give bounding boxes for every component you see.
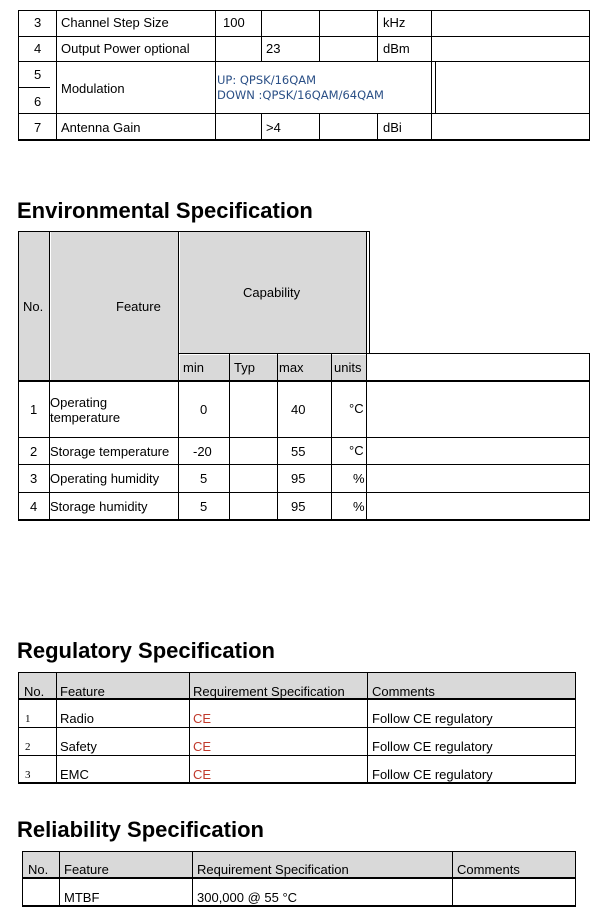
rule — [18, 464, 590, 465]
rule — [18, 87, 50, 88]
rule — [22, 877, 576, 879]
modulation-up: UP: QPSK/16QAM — [217, 73, 317, 87]
rule — [367, 672, 368, 784]
rule — [261, 10, 262, 61]
rule — [18, 231, 19, 521]
row-feature: Output Power optional — [61, 41, 190, 56]
header-comments: Comments — [372, 684, 435, 699]
rule — [18, 727, 576, 728]
header-feature: Feature — [60, 684, 105, 699]
row-min: 5 — [200, 499, 208, 514]
modulation-down: DOWN :QPSK/16QAM/64QAM — [217, 88, 384, 102]
row-no: 1 — [30, 402, 38, 417]
header-requirement: Requirement Specification — [193, 684, 345, 699]
row-requirement — [197, 890, 297, 905]
rule — [589, 353, 590, 521]
rule — [575, 851, 576, 907]
header-min: min — [183, 360, 204, 375]
row-no: 3 — [34, 15, 42, 30]
row-units: dBm — [383, 41, 410, 56]
row-feature: Storage temperature — [50, 444, 170, 459]
row-feature: Modulation — [61, 81, 125, 96]
row-units: kHz — [383, 15, 406, 30]
row-no: 2 — [25, 741, 31, 753]
row-units: °C — [349, 443, 364, 458]
row-units: % — [353, 471, 365, 486]
row-feature: MTBF — [64, 890, 100, 905]
rule — [229, 353, 230, 521]
row-min: 100 — [223, 15, 245, 30]
row-no: 7 — [34, 120, 42, 135]
row-requirement: CE — [193, 739, 212, 754]
row-no: 3 — [30, 471, 38, 486]
header-capability: Capability — [243, 285, 301, 300]
row-units: °C — [349, 401, 364, 416]
row-feature: Operating — [50, 395, 108, 410]
row-min: -20 — [193, 444, 212, 459]
header-max: max — [279, 360, 304, 375]
row-comments: Follow CE regulatory — [372, 739, 493, 754]
rule — [18, 380, 590, 382]
rule — [319, 113, 320, 139]
rule — [22, 905, 576, 907]
rule — [366, 231, 367, 521]
rule — [56, 10, 57, 140]
rule — [369, 231, 370, 353]
row-feature: Safety — [60, 739, 97, 754]
rule — [179, 353, 590, 354]
row-no: 4 — [30, 499, 38, 514]
row-comments: Follow CE regulatory — [372, 711, 493, 726]
row-feature: Storage humidity — [50, 499, 148, 514]
rule — [22, 851, 576, 852]
rule — [377, 10, 378, 61]
rule — [56, 672, 57, 784]
rule — [18, 10, 590, 11]
row-units: % — [353, 499, 365, 514]
rule — [277, 353, 278, 521]
rule — [589, 10, 590, 140]
row-feature: Antenna Gain — [61, 120, 141, 135]
rule — [18, 672, 576, 673]
rule — [377, 113, 378, 139]
row-typ: 23 — [266, 41, 281, 56]
rule — [319, 10, 320, 61]
rule — [18, 113, 590, 114]
header-units: units — [334, 360, 362, 375]
rule — [18, 10, 19, 140]
header-no: No. — [23, 299, 44, 314]
rule — [18, 492, 590, 493]
row-no: 5 — [34, 67, 42, 82]
rule — [452, 851, 453, 907]
row-no: 6 — [34, 94, 42, 109]
requirement-value: 300,000 @ 55 — [197, 890, 283, 905]
row-min: 5 — [200, 471, 208, 486]
reliability-title: Reliability Specification — [17, 817, 264, 842]
rule — [22, 851, 23, 907]
rule — [18, 519, 590, 521]
requirement-unit: °C — [282, 890, 298, 905]
row-no: 2 — [30, 444, 38, 459]
row-typ: >4 — [266, 120, 281, 135]
rule — [18, 755, 576, 756]
rule — [18, 61, 590, 62]
rule — [192, 851, 193, 907]
row-max: 95 — [291, 471, 306, 486]
row-requirement: CE — [193, 711, 212, 726]
row-feature: Channel Step Size — [61, 15, 169, 30]
header-no: No. — [24, 684, 45, 699]
rule — [18, 782, 576, 784]
header-feature: Feature — [64, 862, 109, 877]
row-no: 3 — [25, 769, 31, 781]
rule — [189, 672, 190, 784]
row-no: 4 — [34, 41, 42, 56]
header-requirement: Requirement Specification — [197, 862, 349, 877]
rule — [575, 672, 576, 784]
row-feature: temperature — [50, 410, 121, 425]
rule — [431, 10, 432, 140]
regulatory-title: Regulatory Specification — [17, 638, 275, 663]
rule — [59, 851, 60, 907]
rule — [261, 113, 262, 139]
rule — [18, 672, 19, 784]
header-no: No. — [28, 862, 49, 877]
header-comments: Comments — [457, 862, 520, 877]
row-feature: Radio — [60, 711, 94, 726]
row-requirement: CE — [193, 767, 212, 782]
row-max: 55 — [291, 444, 306, 459]
environmental-title: Environmental Specification — [17, 198, 313, 223]
row-max: 40 — [291, 402, 306, 417]
rule — [178, 231, 179, 521]
rule — [331, 353, 332, 521]
rule — [18, 36, 590, 37]
row-no: 1 — [25, 713, 31, 725]
header-feature: Feature — [116, 299, 161, 314]
rule — [18, 139, 590, 141]
rule — [18, 231, 369, 232]
row-comments: Follow CE regulatory — [372, 767, 493, 782]
rule — [215, 10, 216, 140]
row-min: 0 — [200, 402, 208, 417]
row-feature: Operating humidity — [50, 471, 160, 486]
row-feature: EMC — [60, 767, 89, 782]
rule — [18, 437, 590, 438]
rule — [435, 61, 436, 113]
row-max: 95 — [291, 499, 306, 514]
row-units: dBi — [383, 120, 402, 135]
header-typ: Typ — [234, 360, 255, 375]
